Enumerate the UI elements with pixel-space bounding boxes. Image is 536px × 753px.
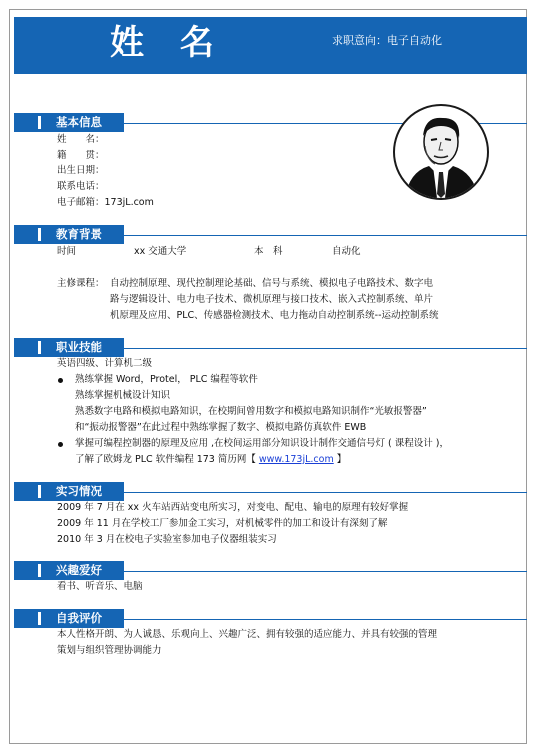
origin-field: 籍 贯： [57,150,105,161]
section-tab [14,113,124,132]
section-title: 职业技能 [56,340,102,354]
birth-field: 出生日期： [57,165,105,176]
section-title: 实习情况 [56,484,102,498]
internship-item: 2009 年 11 月在学校工厂参加金工实习，对机械零件的加工和设计有深刻了解 [57,518,388,529]
edu-major: 自动化 [332,246,361,257]
skill-text: 了解了欧姆龙 PLC 软件编程 173 简历网【 [75,454,259,465]
skill-line: 掌握可编程控制器的原理及应用 ,在校间运用部分知识设计制作交通信号灯 ( 课程设计 )， [75,438,450,449]
section-title: 兴趣爱好 [56,563,102,577]
evaluation-line: 策划与组织管理协调能力 [57,645,162,656]
email-field: 电子邮箱：173jL.com [57,197,154,208]
skill-line: 英语四级、计算机二级 [57,358,153,369]
skill-line: 熟练掌握机械设计知识 [75,390,171,401]
edu-time: 时间 [57,246,77,257]
section-title: 基本信息 [56,115,102,129]
courses-line: 自动控制原理、现代控制理论基础、信号与系统、模拟电子电路技术、数字电 [110,278,434,289]
header-banner [14,17,527,74]
hobbies-text: 看书、听音乐、电脑 [57,581,143,592]
skill-line: 熟悉数字电路和模拟电路知识，在校期间曾用数字和模拟电路知识制作“光敏报警器” [75,406,427,417]
section-tab [14,482,124,501]
courses-label: 主修课程： [57,278,105,289]
job-intent: 求职意向：电子自动化 [332,34,442,47]
website-link[interactable]: www.173jL.com [258,454,334,465]
skill-line: 熟练掌握 Word，Protel， PLC 编程等软件 [75,374,258,385]
bullet-icon [58,442,63,447]
section-tab [14,609,124,628]
section-title: 自我评价 [56,611,102,625]
skill-line: 和“振动报警器”在此过程中熟练掌握了数字、模拟电路仿真软件 EWB [75,422,367,433]
edu-school: xx 交通大学 [134,246,187,257]
candidate-name: 姓 名 [110,23,226,63]
bullet-icon [58,378,63,383]
portrait-photo [393,104,489,200]
courses-line: 机原理及应用、PLC、传感器检测技术、电力拖动自动控制系统--运动控制系统 [110,310,439,321]
name-field: 姓 名： [57,134,105,145]
section-tab [14,338,124,357]
courses-line: 路与逻辑设计、电力电子技术、微机原理与接口技术、嵌入式控制系统、单片 [110,294,434,305]
phone-field: 联系电话： [57,181,105,192]
skill-text: 】 [333,454,347,465]
internship-item: 2010 年 3 月在校电子实验室参加电子仪器组装实习 [57,534,277,545]
edu-degree: 本 科 [254,246,283,257]
section-tab [14,225,124,244]
section-tab [14,561,124,580]
section-title: 教育背景 [56,227,102,241]
internship-item: 2009 年 7 月在 xx 火车站西站变电所实习，对变电、配电、输电的原理有较好掌握 [57,502,409,513]
evaluation-line: 本人性格开朗、为人诚恳、乐观向上、兴趣广泛、拥有较强的适应能力、并具有较强的管理 [57,629,438,640]
skill-line-with-link [75,453,346,467]
